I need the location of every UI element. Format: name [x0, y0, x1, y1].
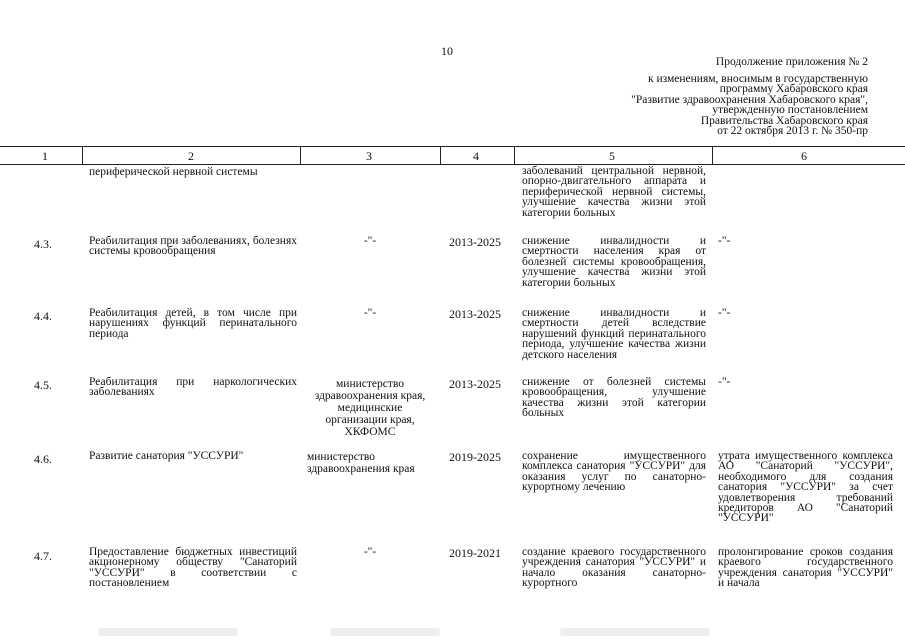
row-name: Реабилитация детей, в том числе при нарушениях функций перинатального периода — [89, 307, 297, 340]
row-years: 2019-2025 — [449, 450, 501, 464]
row-number: 4.3. — [34, 237, 52, 251]
scan-artifact — [98, 628, 238, 636]
row-number: 4.6. — [34, 452, 52, 466]
row-result: снижение инвалидности и смертности населения края от болезней системы кровообращения, улучшение качества жизни этой категории больных — [522, 235, 706, 289]
column-divider — [82, 146, 83, 165]
header-line: программу Хабаровского края — [719, 83, 868, 95]
row-executor: -"- — [363, 307, 377, 319]
continuation-name: периферической нервной системы — [89, 166, 258, 178]
column-number: 3 — [366, 149, 372, 163]
row-years: 2019-2021 — [449, 546, 501, 560]
table-top-border — [0, 146, 905, 147]
column-divider — [300, 146, 301, 165]
continuation-result: заболеваний центральной нервной, опорно-двигательного аппарата и периферической нервной системы, улучшение качества жизни этой категории больных — [522, 165, 706, 219]
row-consequence: -"- — [718, 376, 731, 388]
scan-artifact — [560, 628, 710, 636]
row-executor: министерство здравоохранения края — [307, 451, 415, 475]
header-line: от 22 октября 2013 г. № 350-пр — [717, 125, 868, 137]
row-consequence: пролонгирование сроков создания краевого государственного учреждения санатория "УССУРИ" и начала — [718, 547, 893, 590]
header-line: "Развитие здравоохранения Хабаровского края", — [631, 93, 868, 106]
row-result: снижение инвалидности и смертности детей вследствие нарушений функций перинатального периода, улучшение качества жизни детского населения — [522, 307, 706, 361]
row-number: 4.5. — [34, 378, 52, 392]
row-executor: -"- — [363, 235, 377, 247]
row-consequence: -"- — [718, 235, 731, 247]
row-name: Предоставление бюджетных инвестиций акционерному обществу "Санаторий "УССУРИ" в соответствии с постановлением — [89, 546, 297, 590]
column-divider — [514, 146, 515, 165]
table-header-bottom-border — [0, 164, 905, 165]
row-consequence-cell — [718, 547, 905, 592]
column-number: 6 — [801, 149, 807, 163]
row-consequence: -"- — [718, 307, 731, 319]
row-years: 2013-2025 — [449, 377, 501, 391]
row-years: 2013-2025 — [449, 235, 501, 249]
row-name: Реабилитация при наркологических заболеваниях — [89, 376, 297, 399]
column-number: 2 — [188, 149, 194, 163]
row-name: Развитие санатория "УССУРИ" — [89, 450, 244, 462]
row-result: сохранение имущественного комплекса санатория "УССУРИ" для оказания услуг по санаторно-курортному лечению — [522, 450, 706, 494]
row-result: снижение от болезней системы кровообращения, улучшение качества жизни этой категории больных — [522, 376, 706, 420]
header-line: утвержденную постановлением — [712, 104, 868, 116]
row-consequence-cell — [718, 451, 905, 531]
appendix-header — [568, 57, 868, 137]
row-executor: министерство здравоохранения края, медицинские организации края, ХКФОМС — [314, 378, 426, 438]
column-divider — [712, 146, 713, 165]
row-years: 2013-2025 — [449, 307, 501, 321]
row-consequence: утрата имущественного комплекса АО "Санаторий "УССУРИ", необходимого для создания санатория "УССУРИ" за счет удовлетворения требований кредиторов АО "Санаторий "УССУРИ" — [718, 451, 893, 525]
header-line: к изменениям, вносимым в государственную — [648, 72, 868, 85]
page-number: 10 — [441, 44, 453, 58]
scan-artifact — [330, 628, 440, 636]
column-number: 4 — [473, 149, 479, 163]
header-line: Правительства Хабаровского края — [700, 114, 868, 127]
header-line: Продолжение приложения № 2 — [715, 56, 868, 68]
column-divider — [440, 146, 441, 165]
row-result: создание краевого государственного учреждения санатория "УССУРИ" и начало оказания санаторно-курортного — [522, 546, 706, 590]
column-number: 5 — [609, 149, 615, 163]
row-number: 4.4. — [34, 309, 52, 323]
row-executor: -"- — [363, 546, 377, 558]
column-number: 1 — [42, 149, 48, 163]
row-name: Реабилитация при заболеваниях, болезнях системы кровообращения — [89, 235, 297, 258]
row-number: 4.7. — [34, 549, 52, 563]
